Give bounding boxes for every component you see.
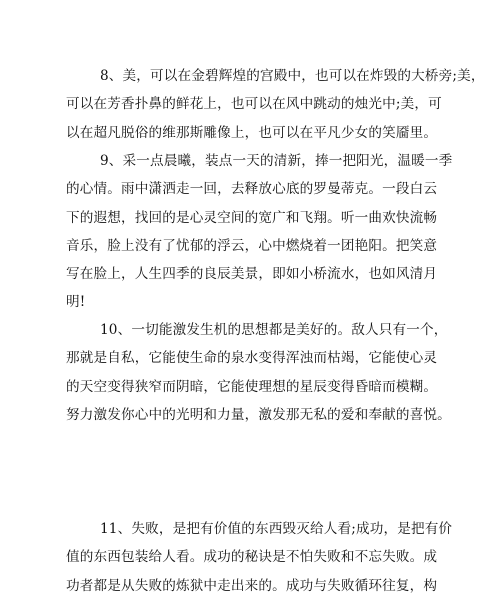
paragraph-line: 的天空变得狭窄而阴暗，它能使理想的星辰变得昏暗而模糊。 — [66, 378, 438, 395]
paragraph-9 — [66, 147, 466, 317]
paragraph-10 — [66, 316, 466, 429]
paragraph-8 — [66, 62, 485, 147]
paragraph-line: 音乐，脸上没有了忧郁的浮云，心中燃烧着一团艳阳。把笑意 — [66, 237, 438, 254]
paragraph-line: 下的遐想，找回的是心灵空间的宽广和飞翔。听一曲欢快流畅 — [66, 209, 438, 226]
paragraph-line: 明! — [66, 294, 86, 311]
paragraph-line: 8、美，可以在金碧辉煌的宫殿中，也可以在炸毁的大桥旁;美， — [100, 68, 485, 84]
paragraph-line: 写在脸上，人生四季的良辰美景，即如小桥流水，也如风清月 — [66, 266, 438, 283]
paragraph-line: 11、失败，是把有价值的东西毁灭给人看;成功，是把有价 — [100, 521, 453, 537]
paragraph-line: 功者都是从失败的炼狱中走出来的。成功与失败循环往复，构 — [66, 577, 438, 594]
paragraph-line: 10、一切能激发生机的思想都是美好的。敌人只有一个， — [100, 322, 448, 338]
paragraph-line: 值的东西包装给人看。成功的秘诀是不怕失败和不忘失败。成 — [66, 549, 438, 566]
paragraph-line: 那就是自私，它能使生命的泉水变得浑浊而枯竭，它能使心灵 — [66, 350, 438, 367]
paragraph-line: 9、采一点晨曦，装点一天的清新，捧一把阳光，温暖一季 — [100, 153, 453, 169]
paragraph-line: 可以在芳香扑鼻的鲜花上，也可以在风中跳动的烛光中;美，可 — [66, 96, 442, 113]
paragraph-line: 的心情。雨中潇洒走一回，去释放心底的罗曼蒂克。一段白云 — [66, 181, 438, 198]
paragraph-line: 努力激发你心中的光明和力量，激发那无私的爱和奉献的喜悦。 — [66, 406, 451, 423]
paragraph-line: 以在超凡脱俗的维那斯雕像上，也可以在平凡少女的笑靥里。 — [66, 124, 438, 141]
paragraph-11 — [66, 515, 466, 600]
